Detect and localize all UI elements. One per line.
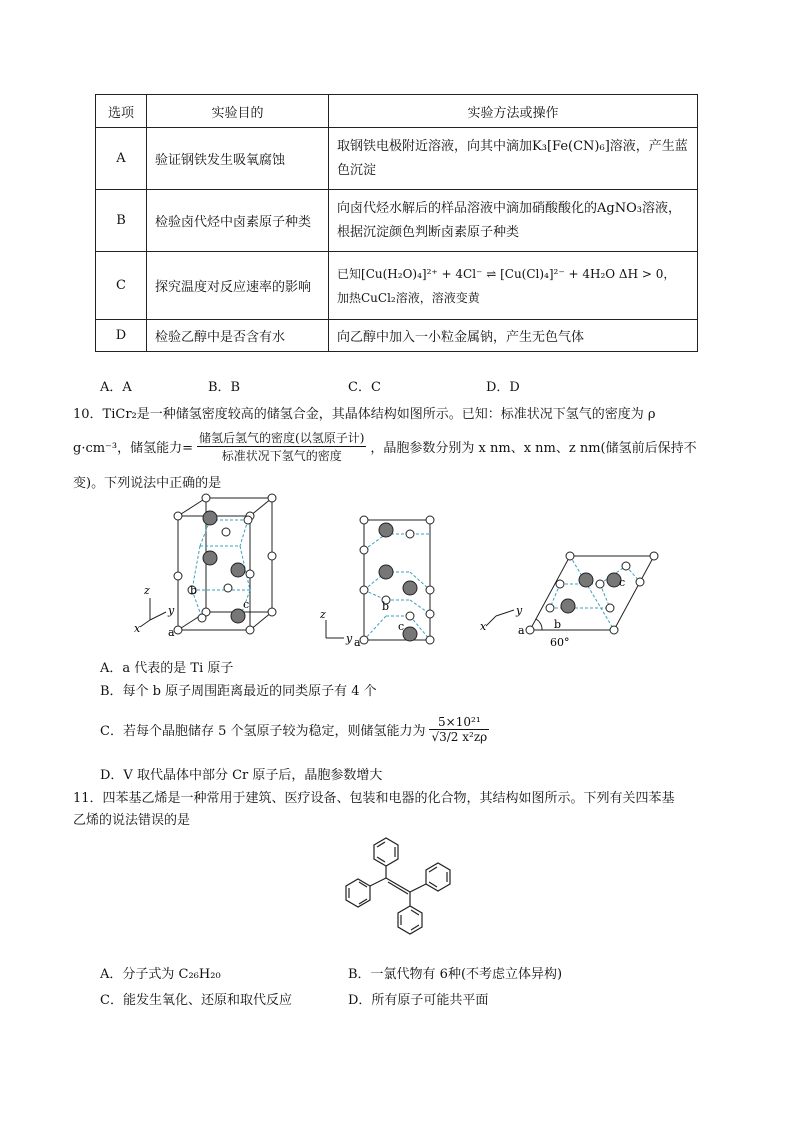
q10-option-c-text: C．若每个晶胞储存 5 个氢原子较为稳定，则储氢能力为 (100, 723, 426, 739)
q10-line2-pre: g·cm⁻³，储氢能力= (73, 440, 194, 456)
row-method (329, 252, 698, 320)
q10-number: 10． (73, 407, 103, 422)
method-text: 向乙醇中加入一小粒金属钠，产生无色气体 (337, 330, 585, 345)
phenyl-ring (426, 863, 450, 891)
q11-option-c: C．能发生氧化、还原和取代反应 (100, 993, 292, 1008)
method-text-post: 溶液，产生蓝色沉淀 (337, 138, 688, 178)
row-option: C (96, 252, 147, 320)
row-option: A (96, 128, 147, 190)
header-purpose: 实验目的 (147, 95, 329, 128)
q10-option-a: A．a 代表的是 Ti 原子 (100, 661, 234, 676)
fraction-denominator: 标准状况下氢气的密度 (221, 448, 342, 463)
axis-y-label-3: y (516, 604, 523, 617)
storage-capacity-fraction (197, 429, 366, 464)
method-text: 已知 (337, 266, 362, 281)
axes-top (486, 610, 514, 626)
row-purpose: 检验乙醇中是否含有水 (147, 320, 329, 352)
axis-x-label-3: x (480, 620, 487, 633)
choice-b: B．B (208, 380, 241, 395)
label-c-3: c (619, 576, 626, 589)
table-header-row (96, 95, 698, 128)
q10-text: TiCr₂是一种储氢密度较高的储氢合金，其晶体结构如图所示。已知：标准状况下氢气的密度为 ρ (102, 407, 656, 422)
method-text-post: 溶液，根据沉淀颜色判断卤素原子种类 (337, 200, 681, 240)
crystal-top-view (530, 556, 654, 630)
choice-c: C．C (348, 380, 381, 395)
atoms-side (360, 516, 434, 644)
q11-line1: 11．四苯基乙烯是一种常用于建筑、医疗设备、包装和电器的化合物，其结构如图所示。下列有关四苯基 (73, 791, 675, 806)
row-option: B (96, 190, 147, 252)
row-purpose: 检验卤代烃中卤素原子种类 (147, 190, 329, 252)
phenyl-ring (398, 906, 422, 934)
label-c-2: c (398, 620, 405, 633)
q10-line3: 变)。下列说法中正确的是 (73, 476, 222, 491)
choice-a: A．A (100, 380, 132, 395)
q10-line2-post: ，晶胞参数分别为 x nm、x nm、z nm(储氢前后保持不 (370, 440, 697, 456)
label-a: a (168, 626, 175, 639)
label-c: c (243, 598, 250, 611)
answer-denominator: √3/2 x²zρ (431, 729, 488, 744)
q10-line1 (73, 403, 656, 422)
row-purpose: 探究温度对反应速率的影响 (147, 252, 329, 320)
header-option: 选项 (96, 95, 147, 128)
row-option: D (96, 320, 147, 352)
label-b-2: b (382, 600, 390, 613)
table-row (96, 190, 698, 252)
method-text-post: 加热CuCl₂溶液，溶液变黄 (337, 290, 480, 305)
axis-y-label: y (168, 604, 175, 617)
table-row (96, 320, 698, 352)
choice-d: D．D (486, 380, 520, 395)
axis-z-label-2: z (320, 608, 326, 621)
axes-side (326, 620, 344, 638)
q11-line2: 乙烯的说法错误的是 (73, 813, 191, 828)
q10-option-b: B．每个 b 原子周围距离最近的同类原子有 4 个 (100, 684, 377, 699)
phenyl-ring (346, 879, 370, 907)
method-text: 向卤代烃水解后的样品溶液中滴加硝酸酸化的 (337, 200, 598, 216)
axis-x-label: x (134, 622, 141, 635)
q10-option-c (100, 704, 493, 754)
table-row (96, 252, 698, 320)
phenyl-ring (374, 838, 398, 866)
axis-y-label-2: y (346, 632, 353, 645)
crystal-side-view (364, 520, 430, 640)
q11-option-d: D．所有原子可能共平面 (348, 993, 489, 1008)
axes-3d (140, 598, 166, 627)
experiment-table (95, 94, 698, 352)
row-method (329, 320, 698, 352)
equilibrium-equation: [Cu(H₂O)₄]²⁺ + 4Cl⁻ ⇌ [Cu(Cl)₄]²⁻ + 4H₂O ΔH > 0， (361, 266, 676, 281)
label-a-3: a (518, 624, 525, 637)
row-purpose: 验证钢铁发生吸氧腐蚀 (147, 128, 329, 190)
fraction-numerator: 储氢后氢气的密度(以氢原子计) (199, 430, 365, 445)
method-reagent: K₃[Fe(CN)₆] (532, 138, 610, 154)
tetraphenylethylene-structure (330, 832, 470, 958)
label-a-2: a (354, 636, 361, 649)
q11-option-b: B．一氯代物有 6种(不考虑立体异构) (348, 967, 563, 982)
atoms-3d (174, 494, 276, 634)
method-text: 取钢铁电极附近溶液，向其中滴加 (337, 138, 533, 154)
q10-line2 (73, 426, 697, 466)
label-b: b (190, 584, 198, 597)
method-reagent: AgNO₃ (597, 200, 642, 216)
storage-capacity-answer (429, 715, 489, 744)
q11-option-a: A．分子式为 C₂₆H₂₀ (100, 967, 221, 982)
row-method (329, 190, 698, 252)
row-method (329, 128, 698, 190)
label-b-3: b (554, 618, 562, 631)
crystal-structure-figure (130, 490, 670, 650)
crystal-3d-view (178, 498, 272, 630)
q10-option-d: D．V 取代晶体中部分 Cr 原子后，晶胞参数增大 (100, 768, 383, 783)
angle-label: 60° (550, 636, 570, 649)
axis-z-label: z (144, 584, 150, 597)
atoms-top (526, 552, 658, 634)
answer-numerator: 5×10²¹ (429, 715, 489, 730)
table-row (96, 128, 698, 190)
header-method: 实验方法或操作 (329, 95, 698, 128)
